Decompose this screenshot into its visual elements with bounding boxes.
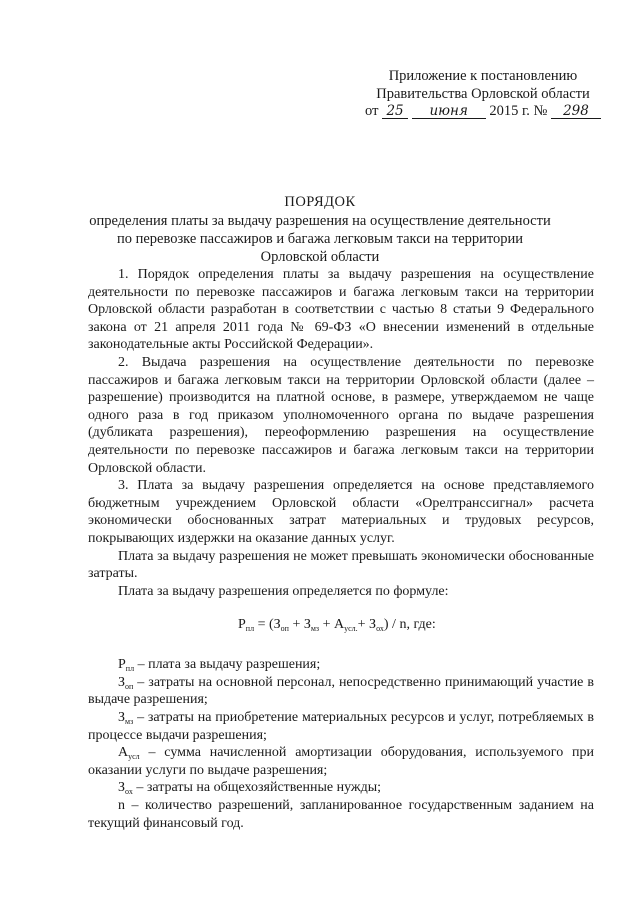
paragraph-5: Плата за выдачу разрешения определяется по формуле: <box>118 583 449 599</box>
formula-plus-2: + А <box>319 617 345 633</box>
definition-n: n – количество разрешений, запланированное государственным заданием на текущий финансовый год. <box>88 798 594 831</box>
definition-z-mz <box>88 709 594 744</box>
document-body <box>88 266 594 832</box>
document-title <box>80 193 560 266</box>
formula-p-sub: пл <box>245 624 255 634</box>
definition-z-oh <box>88 779 594 797</box>
definition-a-usl <box>88 744 594 779</box>
def-zoh-sub: ох <box>125 787 133 797</box>
formula-plus-3: + З <box>357 617 377 633</box>
from-prefix: от <box>365 103 379 119</box>
year-number-label: 2015 г. № <box>489 103 548 119</box>
def-zoh-text: – затраты на общехозяйственные нужды; <box>132 780 382 796</box>
def-ausl-text: – сумма начисленной амортизации оборудования, используемого при оказании услуги по выдаче разрешения; <box>88 745 594 778</box>
definition-z-op <box>88 674 594 709</box>
def-ausl-sub: усл <box>128 752 140 762</box>
paragraph-3: 3. Плата за выдачу разрешения определяется на основе представляемого бюджетным учреждением Орловской области «Орелтранссигнал» расчета экономически обоснованных затрат материальных и трудовых ресурсов, покрывающих издержки на оказание данных услуг. <box>88 478 594 546</box>
formula-tail: ) / n, где: <box>383 617 436 633</box>
paragraph-2: 2. Выдача разрешения на осуществление деятельности по перевозке пассажиров и багажа легковым такси на территории Орловской области (далее – разрешение) производится на платной основе, в размере, утверждаемом не чаще одного раза в год приказом уполномоченного органа по выдаче разрешения (дубликата разрешения), переоформлению разрешения на осуществление деятельности по перевозке пассажиров и багажа легковым такси на территории Орловской области. <box>88 354 594 476</box>
appendix-date-line <box>353 103 613 121</box>
def-p-sym: Р <box>118 657 126 673</box>
fee-formula <box>88 616 594 638</box>
definition-p <box>88 656 594 674</box>
title-sub-line-3: Орловской области <box>260 249 380 265</box>
formula-p: Р <box>238 617 246 633</box>
formula-z3-sub: ох <box>376 624 384 634</box>
formula-eq: = (З <box>254 617 281 633</box>
formula-z1-sub: оп <box>280 624 289 634</box>
formula-a-sub: усл. <box>344 624 358 634</box>
def-p-text: – плата за выдачу разрешения; <box>134 657 321 673</box>
formula-plus-1: + З <box>288 617 311 633</box>
def-zoh-sym: З <box>118 780 126 796</box>
def-zop-text: – затраты на основной персонал, непосредственно принимающий участие в выдаче разрешения; <box>88 674 594 708</box>
def-zmz-sub: мз <box>125 717 134 727</box>
handwritten-doc-number: 298 <box>551 104 601 119</box>
def-zop-sym: З <box>118 674 126 690</box>
formula-z2-sub: мз <box>310 624 320 634</box>
appendix-line-2: Правительства Орловской области <box>376 85 590 102</box>
def-zop-sub: оп <box>125 681 134 691</box>
handwritten-day: 25 <box>382 104 408 119</box>
title-sub-line-1: определения платы за выдачу разрешения на осуществление деятельности <box>89 213 551 229</box>
def-zmz-text: – затраты на приобретение материальных ресурсов и услуг, потребляемых в процессе выдачи разрешения; <box>88 710 594 743</box>
title-sub-line-2: по перевозке пассажиров и багажа легковым такси на территории <box>116 231 524 247</box>
paragraph-4: Плата за выдачу разрешения не может превышать экономически обоснованные затраты. <box>88 548 594 582</box>
def-p-sub: пл <box>125 664 135 674</box>
handwritten-month: июня <box>412 104 486 119</box>
paragraph-1: 1. Порядок определения платы за выдачу разрешения на осуществление деятельности по перевозке пассажиров и багажа легковым такси на территории Орловской области разработан в соответствии с частью 8 статьи 9 Федерального закона от 21 апреля 2011 года № 69-ФЗ «О внесении изменений в отдельные законодательные акты Российской Федерации». <box>88 267 594 353</box>
appendix-header <box>353 68 613 121</box>
appendix-line-1: Приложение к постановлению <box>388 68 578 84</box>
def-zmz-sym: З <box>118 710 126 726</box>
def-ausl-sym: А <box>118 745 129 761</box>
title-main: ПОРЯДОК <box>284 194 356 210</box>
